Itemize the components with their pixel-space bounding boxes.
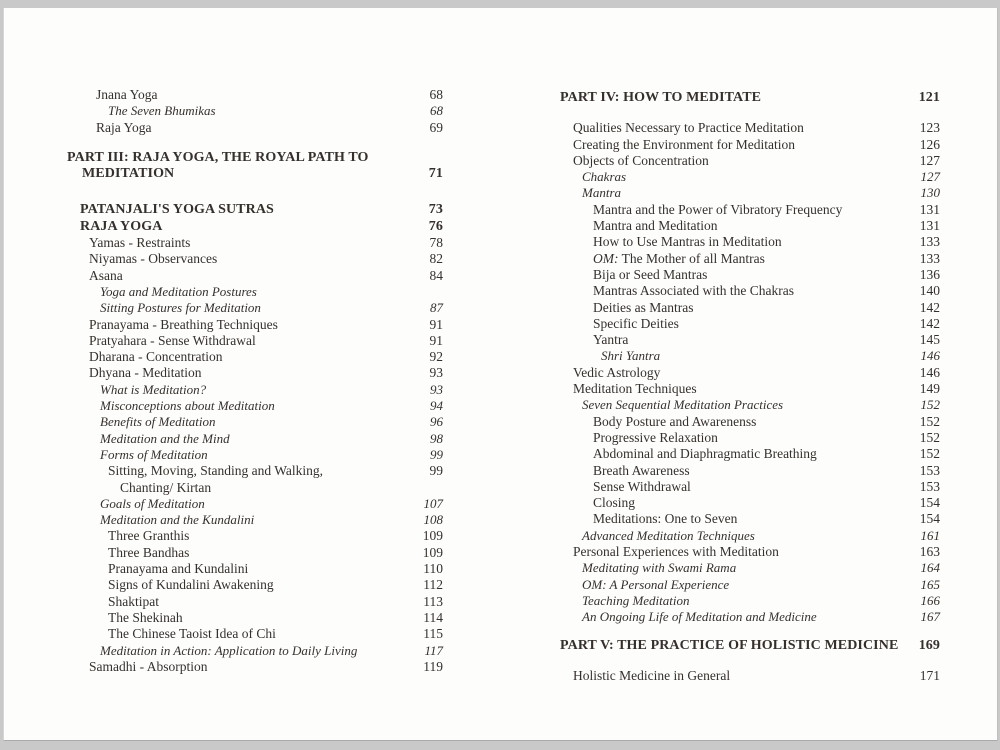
- toc-entry: [560, 544, 940, 560]
- toc-entry: [560, 153, 940, 169]
- toc-entry-label: Deities as Mantras: [593, 299, 694, 315]
- toc-entry-label: PART III: RAJA YOGA, THE ROYAL PATH TO MEDITATION: [67, 149, 369, 182]
- toc-entry-label: Yamas - Restraints: [89, 235, 191, 251]
- toc-entry: [560, 169, 940, 185]
- toc-entry-page-number: 99: [430, 446, 443, 462]
- toc-entry: [67, 235, 443, 251]
- toc-entry: [560, 528, 940, 544]
- toc-entry-page-number: 152: [919, 413, 940, 429]
- toc-entry: [560, 479, 940, 495]
- toc-entry-page-number: 142: [919, 299, 940, 315]
- toc-entry: [67, 577, 443, 593]
- toc-entry-page-number: 166: [920, 592, 940, 608]
- toc-entry-page-number: 68: [430, 103, 443, 119]
- toc-part-heading: [560, 638, 940, 654]
- toc-entry: [67, 463, 443, 496]
- toc-entry: [67, 594, 443, 610]
- toc-entry-page-number: 109: [422, 528, 443, 544]
- toc-entry: [67, 284, 443, 300]
- toc-entry: [560, 202, 940, 218]
- toc-entry-page-number: 98: [430, 430, 443, 446]
- toc-entry: [560, 577, 940, 593]
- toc-entry-page-number: 109: [422, 544, 443, 560]
- toc-entry-label: The Shekinah: [108, 609, 183, 625]
- toc-entry: [67, 398, 443, 414]
- toc-entry: [67, 87, 443, 103]
- toc-entry-label: OM: The Mother of all Mantras: [593, 250, 765, 266]
- toc-entry-label: Shaktipat: [108, 593, 159, 609]
- toc-entry-label: Teaching Meditation: [582, 592, 690, 608]
- toc-entry-label: RAJA YOGA: [80, 218, 163, 234]
- toc-entry-label: Body Posture and Awarenenss: [593, 413, 757, 429]
- toc-entry-label: Misconceptions about Meditation: [100, 398, 275, 414]
- toc-entry-page-number: 71: [428, 166, 443, 182]
- toc-entry: [560, 446, 940, 462]
- toc-entry: [560, 267, 940, 283]
- toc-entry-label: Sitting Postures for Meditation: [100, 300, 261, 316]
- toc-entry: [560, 463, 940, 479]
- toc-part-heading: [67, 150, 443, 183]
- toc-entry-page-number: 154: [919, 511, 940, 527]
- toc-entry-page-number: 78: [429, 235, 443, 251]
- toc-entry-page-number: 68: [429, 87, 443, 102]
- toc-entry-label: Goals of Meditation: [100, 495, 205, 511]
- toc-entry-label: Mantra and Meditation: [593, 218, 718, 234]
- toc-entry-page-number: 87: [430, 300, 443, 316]
- toc-entry-label: Meditation in Action: Application to Daily Living: [100, 642, 358, 658]
- toc-entry-label: Jnana Yoga: [96, 87, 158, 102]
- toc-entry-label: Shri Yantra: [601, 348, 661, 364]
- toc-column-right: [560, 90, 940, 684]
- toc-entry-label: Chakras: [582, 169, 627, 185]
- toc-entry: [67, 561, 443, 577]
- toc-entry-page-number: 94: [430, 398, 443, 414]
- toc-entry-label: Asana: [89, 267, 123, 283]
- toc-entry-page-number: 145: [919, 332, 940, 348]
- toc-entry-page-number: 152: [919, 446, 940, 462]
- toc-entry-page-number: 142: [919, 315, 940, 331]
- toc-column-left: [67, 87, 443, 675]
- toc-entry-label: Three Bandhas: [108, 544, 190, 560]
- toc-entry-page-number: 93: [429, 365, 443, 381]
- toc-entry-page-number: 149: [919, 381, 940, 397]
- toc-entry: [67, 659, 443, 675]
- toc-entry-page-number: 91: [429, 332, 443, 348]
- toc-entry-page-number: 108: [423, 512, 443, 528]
- toc-entry-label: Progressive Relaxation: [593, 429, 718, 445]
- toc-entry-label: Sense Withdrawal: [593, 478, 691, 494]
- toc-entry: [560, 593, 940, 609]
- toc-entry-page-number: 73: [428, 202, 443, 218]
- toc-entry-label: OM: A Personal Experience: [582, 576, 730, 592]
- toc-entry-label: Abdominal and Diaphragmatic Breathing: [593, 446, 817, 462]
- toc-entry-page-number: 82: [429, 251, 443, 267]
- toc-entry-page-number: 69: [429, 119, 443, 135]
- toc-entry: [67, 365, 443, 381]
- toc-entry: [560, 414, 940, 430]
- toc-entry-label: Meditation and the Kundalini: [100, 512, 255, 528]
- toc-entry-page-number: 169: [918, 637, 940, 653]
- toc-entry-label: Pranayama - Breathing Techniques: [89, 316, 278, 332]
- toc-entry: [67, 120, 443, 136]
- toc-entry-label: Three Granthis: [108, 528, 190, 544]
- toc-entry: [67, 382, 443, 398]
- toc-entry: [560, 511, 940, 527]
- toc-entry: [560, 332, 940, 348]
- toc-entry-label: What is Meditation?: [100, 381, 207, 397]
- toc-entry: [67, 414, 443, 430]
- toc-entry-page-number: 99: [429, 463, 443, 479]
- toc-entry: [560, 234, 940, 250]
- toc-entry: [67, 626, 443, 642]
- toc-entry-label: PART IV: HOW TO MEDITATE: [560, 90, 762, 105]
- toc-entry: [67, 528, 443, 544]
- toc-entry-label: Personal Experiences with Meditation: [573, 544, 779, 560]
- toc-entry-page-number: 84: [429, 267, 443, 283]
- toc-entry: [67, 349, 443, 365]
- toc-entry-label: Dhyana - Meditation: [89, 365, 202, 381]
- toc-entry-page-number: 93: [430, 381, 443, 397]
- toc-entry: [67, 610, 443, 626]
- toc-entry: [67, 268, 443, 284]
- toc-entry-page-number: 163: [919, 544, 940, 560]
- toc-entry-page-number: 161: [920, 527, 940, 543]
- toc-entry: [67, 333, 443, 349]
- toc-entry-page-number: 119: [423, 658, 443, 674]
- toc-entry-label: Mantra and the Power of Vibratory Frequency: [593, 201, 843, 217]
- toc-entry-label: Objects of Concentration: [573, 152, 709, 168]
- toc-entry-page-number: 126: [919, 136, 940, 152]
- toc-entry-label: Specific Deities: [593, 315, 679, 331]
- toc-part-heading: [560, 90, 940, 106]
- toc-entry-page-number: 76: [428, 218, 443, 234]
- toc-entry-label: Mantra: [582, 185, 621, 201]
- toc-entry-page-number: 127: [919, 152, 940, 168]
- toc-entry-label: Mantras Associated with the Chakras: [593, 283, 794, 299]
- toc-entry: [67, 643, 443, 659]
- toc-entry-page-number: 153: [919, 462, 940, 478]
- toc-entry-page-number: 113: [423, 593, 443, 609]
- toc-entry: [560, 560, 940, 576]
- toc-entry-page-number: 127: [920, 169, 940, 185]
- toc-entry-label: Holistic Medicine in General: [573, 667, 731, 683]
- toc-entry: [67, 512, 443, 528]
- toc-entry: [560, 668, 940, 684]
- toc-entry-label: Yoga and Meditation Postures: [100, 283, 257, 299]
- toc-entry-page-number: 131: [919, 218, 940, 234]
- toc-entry-label: Benefits of Meditation: [100, 414, 216, 430]
- toc-entry-page-number: 123: [919, 120, 940, 136]
- toc-entry-page-number: 133: [919, 234, 940, 250]
- toc-entry-page-number: 115: [423, 626, 443, 642]
- toc-entry: [560, 185, 940, 201]
- toc-entry-label: Yantra: [593, 332, 629, 348]
- toc-entry-label: Creating the Environment for Meditation: [573, 136, 795, 152]
- toc-entry-page-number: 154: [919, 495, 940, 511]
- toc-entry: [560, 283, 940, 299]
- toc-entry-label: Sitting, Moving, Standing and Walking, Chanting/ Kirtan: [108, 463, 324, 495]
- toc-entry: [560, 397, 940, 413]
- toc-entry-label: Signs of Kundalini Awakening: [108, 577, 274, 593]
- toc-entry: [560, 120, 940, 136]
- toc-entry-page-number: 165: [920, 576, 940, 592]
- toc-entry-page-number: 107: [423, 495, 443, 511]
- toc-entry-label: Dharana - Concentration: [89, 349, 223, 365]
- toc-entry-page-number: 153: [919, 478, 940, 494]
- toc-entry-page-number: 152: [920, 397, 940, 413]
- toc-entry-label: Closing: [593, 495, 636, 511]
- toc-entry: [67, 251, 443, 267]
- toc-entry-label: Advanced Meditation Techniques: [582, 527, 755, 543]
- toc-entry-page-number: 164: [920, 560, 940, 576]
- toc-entry: [560, 316, 940, 332]
- toc-part-heading: [67, 202, 443, 218]
- toc-entry: [560, 609, 940, 625]
- toc-entry-label: The Seven Bhumikas: [108, 103, 216, 119]
- toc-entry-page-number: 131: [919, 201, 940, 217]
- toc-entry: [560, 348, 940, 364]
- toc-entry-label: How to Use Mantras in Meditation: [593, 234, 782, 250]
- toc-entry-label: Meditation and the Mind: [100, 430, 230, 446]
- toc-part-heading: [67, 219, 443, 235]
- toc-entry-label: Forms of Meditation: [100, 446, 208, 462]
- toc-entry: [67, 103, 443, 119]
- toc-entry: [67, 545, 443, 561]
- toc-entry-label: Vedic Astrology: [573, 364, 661, 380]
- toc-entry-label: PATANJALI'S YOGA SUTRAS: [80, 202, 274, 218]
- toc-entry-page-number: 117: [424, 642, 443, 658]
- toc-entry-label: Raja Yoga: [96, 119, 152, 135]
- book-page: [3, 8, 998, 741]
- toc-entry: [560, 495, 940, 511]
- toc-entry-label: Pranayama and Kundalini: [108, 561, 249, 577]
- toc-entry: [67, 496, 443, 512]
- toc-entry-page-number: 140: [919, 283, 940, 299]
- toc-entry: [67, 447, 443, 463]
- toc-entry-label: Meditations: One to Seven: [593, 511, 738, 527]
- toc-entry-page-number: 112: [423, 577, 443, 593]
- toc-entry-page-number: 110: [423, 561, 443, 577]
- toc-entry: [67, 317, 443, 333]
- toc-entry-page-number: 146: [919, 364, 940, 380]
- toc-entry-page-number: 133: [919, 250, 940, 266]
- toc-entry-label: Pratyahara - Sense Withdrawal: [89, 332, 256, 348]
- toc-entry-label: Niyamas - Observances: [89, 251, 218, 267]
- toc-entry-page-number: 136: [919, 266, 940, 282]
- toc-entry-label: The Chinese Taoist Idea of Chi: [108, 626, 276, 642]
- toc-entry-label: Qualities Necessary to Practice Meditation: [573, 120, 804, 136]
- toc-entry: [560, 251, 940, 267]
- toc-entry-label: Meditating with Swami Rama: [582, 560, 737, 576]
- toc-entry-label: An Ongoing Life of Meditation and Medicine: [582, 609, 817, 625]
- toc-entry: [560, 430, 940, 446]
- toc-entry-page-number: 152: [919, 429, 940, 445]
- toc-entry-page-number: 96: [430, 414, 443, 430]
- toc-entry-page-number: 146: [920, 348, 940, 364]
- toc-entry: [560, 381, 940, 397]
- toc-entry-page-number: 171: [919, 667, 940, 683]
- toc-entry-page-number: 121: [918, 90, 940, 105]
- toc-entry-page-number: 91: [429, 316, 443, 332]
- toc-entry-label: Breath Awareness: [593, 462, 690, 478]
- toc-entry: [560, 300, 940, 316]
- toc-entry-page-number: 167: [920, 609, 940, 625]
- toc-entry-page-number: 130: [920, 185, 940, 201]
- toc-entry: [67, 300, 443, 316]
- toc-entry-label: Bija or Seed Mantras: [593, 266, 708, 282]
- toc-entry-page-number: 92: [429, 349, 443, 365]
- toc-entry-page-number: 114: [423, 609, 443, 625]
- toc-entry: [67, 431, 443, 447]
- toc-entry-label: Meditation Techniques: [573, 381, 697, 397]
- toc-entry-label: Seven Sequential Meditation Practices: [582, 397, 784, 413]
- toc-entry-label: Samadhi - Absorption: [89, 658, 208, 674]
- toc-entry: [560, 365, 940, 381]
- toc-entry-label: PART V: THE PRACTICE OF HOLISTIC MEDICINE: [560, 637, 899, 653]
- toc-entry: [560, 218, 940, 234]
- toc-entry: [560, 137, 940, 153]
